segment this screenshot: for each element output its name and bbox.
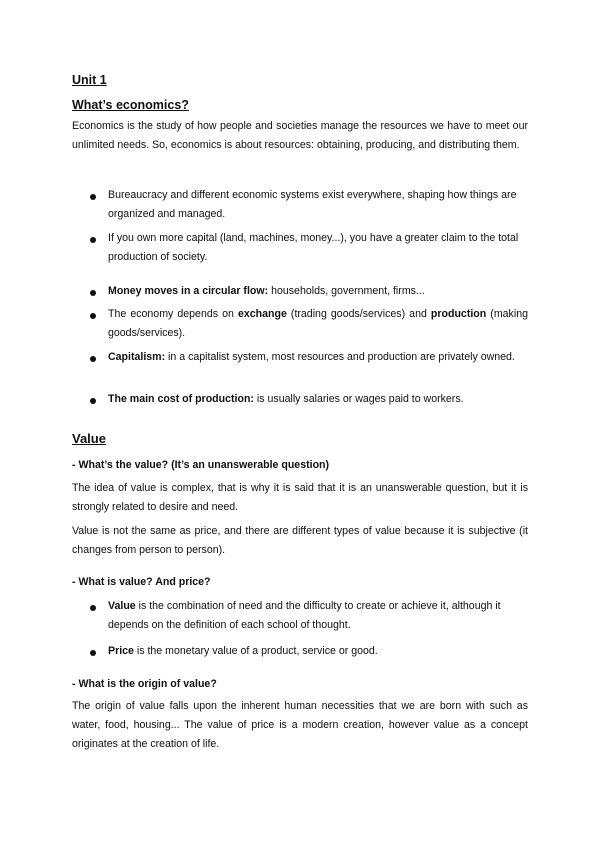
bullet-bold-term: production xyxy=(430,308,487,320)
section-heading-economics: What’s economics? xyxy=(72,98,189,112)
bullet-text: is usually salaries or wages paid to workers. xyxy=(253,393,464,405)
bullet-text: is the combination of need and the difficulty to create or achieve it, although it depends on the definition of each school of thought. xyxy=(108,600,501,631)
bullet-bold-term: exchange xyxy=(237,308,287,320)
bullet-dot xyxy=(90,650,96,656)
bullet-text: The economy depends on xyxy=(108,308,238,320)
question-value-price: - What is value? And price? xyxy=(72,576,211,588)
bullet-dot xyxy=(90,290,96,296)
question-origin-value: - What is the origin of value? xyxy=(72,678,217,690)
bullet-value-definition xyxy=(108,597,528,635)
bullet-dot xyxy=(90,194,96,200)
bullet-dot xyxy=(90,313,96,319)
bullet-bold-term: Capitalism: xyxy=(108,351,166,363)
bullet-dot xyxy=(90,605,96,611)
intro-paragraph: Economics is the study of how people and societies manage the resources we have to meet our unlimited needs. So, economics is about resources: obtaining, producing, and distributing them. xyxy=(72,120,528,151)
bullet-bold-term: Money moves in a circular flow: xyxy=(108,285,269,297)
bullet-bold-term: Price xyxy=(108,645,134,657)
bullet-dot xyxy=(90,398,96,404)
question-whats-value: - What’s the value? (It’s an unanswerable question) xyxy=(72,459,330,471)
bullet-text: (trading goods/services) and xyxy=(286,308,431,320)
bullet-price-definition xyxy=(108,642,528,661)
bullet-capital: If you own more capital (land, machines, money...), you have a greater claim to the total production of society. xyxy=(108,232,519,263)
origin-paragraph: The origin of value falls upon the inherent human necessities that we are born with such as water, food, housing... The value of price is a modern creation, however value as a concept originates at the creation of life. xyxy=(72,700,528,750)
bullet-bureaucracy: Bureaucracy and different economic systems exist everywhere, shaping how things are organized and managed. xyxy=(108,189,517,220)
bullet-circular-flow xyxy=(108,282,528,301)
bullet-cost-production xyxy=(108,390,528,409)
section-heading-value: Value xyxy=(72,431,106,446)
bullet-bold-term: The main cost of production: xyxy=(108,393,254,405)
bullet-dot xyxy=(90,237,96,243)
value-paragraph-1: The idea of value is complex, that is why it is said that it is an unanswerable question, but it is strongly related to desire and need. xyxy=(72,482,528,513)
bullet-dot xyxy=(90,356,96,362)
bullet-bold-term: Value xyxy=(108,600,136,612)
value-paragraph-2: Value is not the same as price, and there are different types of value because it is subjective (it changes from person to person). xyxy=(72,525,528,556)
bullet-text: is the monetary value of a product, service or good. xyxy=(133,645,378,657)
bullet-text: in a capitalist system, most resources and production are privately owned. xyxy=(165,351,515,363)
bullet-text: (making goods/services). xyxy=(108,308,528,339)
bullet-capitalism xyxy=(108,348,528,367)
bullet-text: households, government, firms... xyxy=(268,285,425,297)
unit-title: Unit 1 xyxy=(72,73,107,87)
bullet-exchange-production xyxy=(108,305,528,343)
